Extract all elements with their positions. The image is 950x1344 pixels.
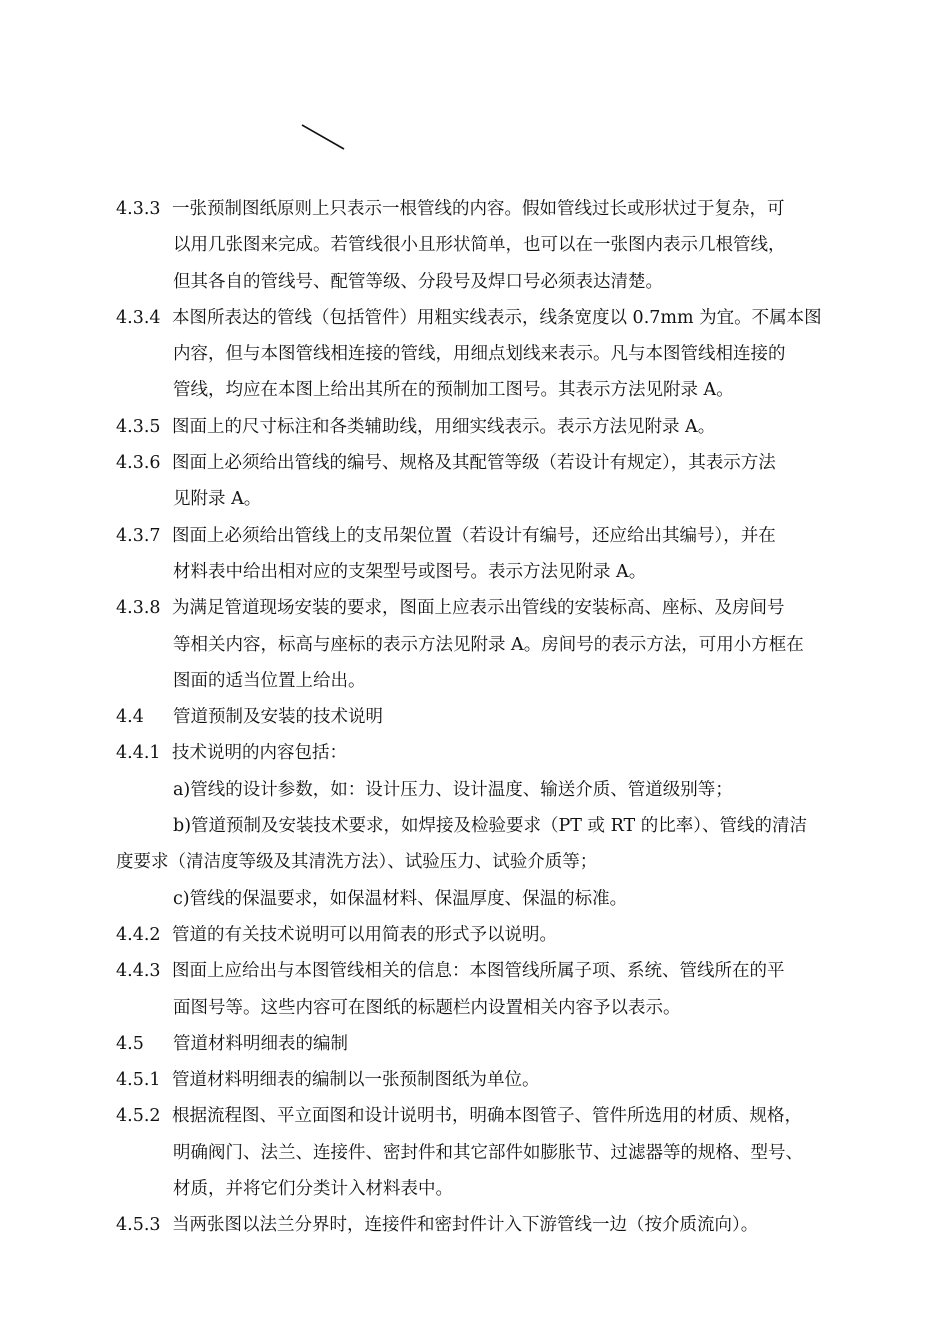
section-line	[116, 445, 876, 481]
line-text: 管道预制及安装的技术说明	[173, 707, 383, 728]
line-text: 以用几张图来完成。若管线很小且形状简单，也可以在一张图内表示几根管线，	[173, 235, 786, 256]
section-number: 4.4.1	[116, 743, 161, 764]
line-text: 一张预制图纸原则上只表示一根管线的内容。假如管线过长或形状过于复杂，可	[172, 199, 785, 219]
section-line	[116, 1207, 876, 1243]
text-line	[116, 372, 876, 408]
line-text: 当两张图以法兰分界时，连接件和密封件计入下游管线一边（按介质流向）。	[172, 1215, 759, 1236]
section-line	[116, 518, 876, 554]
section-number: 4.3.3	[116, 199, 161, 219]
section-line	[116, 735, 876, 771]
section-number: 4.3.5	[116, 416, 161, 437]
text-line	[116, 227, 876, 263]
line-text: 内容，但与本图管线相连接的管线，用细点划线来表示。凡与本图管线相连接的	[173, 344, 786, 365]
line-text: 材料表中给出相对应的支架型号或图号。表示方法见附录 A。	[173, 561, 647, 582]
text-line	[116, 554, 876, 590]
line-text: c)管线的保温要求，如保温材料、保温厚度、保温的标准。	[173, 888, 628, 909]
section-line	[116, 1026, 876, 1062]
section-number: 4.4.3	[116, 961, 161, 982]
line-text: 明确阀门、法兰、连接件、密封件和其它部件如膨胀节、过滤器等的规格、型号、	[173, 1142, 803, 1163]
line-text: 图面上必须给出管线上的支吊架位置（若设计有编号，还应给出其编号），并在	[172, 525, 776, 546]
line-text: 图面上必须给出管线的编号、规格及其配管等级（若设计有规定），其表示方法	[172, 453, 776, 474]
section-number: 4.3.6	[116, 453, 161, 474]
line-text: 为满足管道现场安装的要求，图面上应表示出管线的安装标高、座标、及房间号	[172, 598, 785, 619]
line-text: 技术说明的内容包括：	[172, 743, 347, 764]
text-line	[116, 808, 876, 844]
line-text: 度要求（清洁度等级及其清洗方法）、试验压力、试验介质等；	[116, 852, 598, 873]
line-text: 根据流程图、平立面图和设计说明书，明确本图管子、管件所选用的材质、规格，	[172, 1106, 802, 1127]
section-line	[116, 409, 876, 445]
line-text: 图面上的尺寸标注和各类辅助线，用细实线表示。表示方法见附录 A。	[172, 416, 716, 437]
line-text: 管道材料明细表的编制以一张预制图纸为单位。	[172, 1070, 540, 1091]
section-line	[116, 300, 876, 336]
text-line	[116, 881, 876, 917]
line-text: 等相关内容，标高与座标的表示方法见附录 A。房间号的表示方法，可用小方框在	[173, 634, 804, 655]
text-line	[116, 844, 876, 880]
line-text: 管道的有关技术说明可以用简表的形式予以说明。	[172, 924, 557, 945]
text-line	[116, 1135, 876, 1171]
line-text: 管线，均应在本图上给出其所在的预制加工图号。其表示方法见附录 A。	[173, 380, 734, 401]
section-number: 4.5.1	[116, 1070, 161, 1091]
line-text: b)管道预制及安装技术要求，如焊接及检验要求（PT 或 RT 的比率）、管线的清洁	[173, 816, 807, 837]
line-text: 材质，并将它们分类计入材料表中。	[173, 1179, 453, 1200]
text-line	[116, 481, 876, 517]
section-number: 4.5.3	[116, 1215, 161, 1236]
section-number: 4.3.8	[116, 598, 161, 619]
section-line	[116, 917, 876, 953]
section-line	[116, 953, 876, 989]
section-number: 4.5	[116, 1033, 144, 1054]
text-line	[116, 990, 876, 1026]
section-number: 4.3.7	[116, 525, 161, 546]
line-text: 但其各自的管线号、配管等级、分段号及焊口号必须表达清楚。	[173, 271, 663, 292]
section-line	[116, 191, 876, 227]
section-line	[116, 590, 876, 626]
line-text: 图面上应给出与本图管线相关的信息：本图管线所属子项、系统、管线所在的平	[172, 961, 785, 982]
section-number: 4.4	[116, 707, 144, 728]
section-number: 4.5.2	[116, 1106, 161, 1127]
text-line	[116, 772, 876, 808]
section-line	[116, 699, 876, 735]
section-number: 4.4.2	[116, 924, 161, 945]
section-line	[116, 1098, 876, 1134]
line-text: 见附录 A。	[173, 489, 262, 510]
line-text: 面图号等。这些内容可在图纸的标题栏内设置相关内容予以表示。	[173, 997, 681, 1018]
line-text: 管道材料明细表的编制	[173, 1033, 348, 1054]
text-line	[116, 1171, 876, 1207]
section-number: 4.3.4	[116, 307, 161, 328]
document-body	[116, 191, 876, 1244]
text-line	[116, 336, 876, 372]
line-text: 图面的适当位置上给出。	[173, 670, 366, 691]
pen-stroke-mark	[300, 122, 350, 152]
text-line	[116, 627, 876, 663]
text-line	[116, 264, 876, 300]
line-text: a)管线的设计参数，如：设计压力、设计温度、输送介质、管道级别等；	[173, 779, 733, 800]
line-text: 本图所表达的管线（包括管件）用粗实线表示，线条宽度以 0.7mm 为宜。不属本图	[172, 307, 822, 328]
text-line	[116, 663, 876, 699]
section-line	[116, 1062, 876, 1098]
